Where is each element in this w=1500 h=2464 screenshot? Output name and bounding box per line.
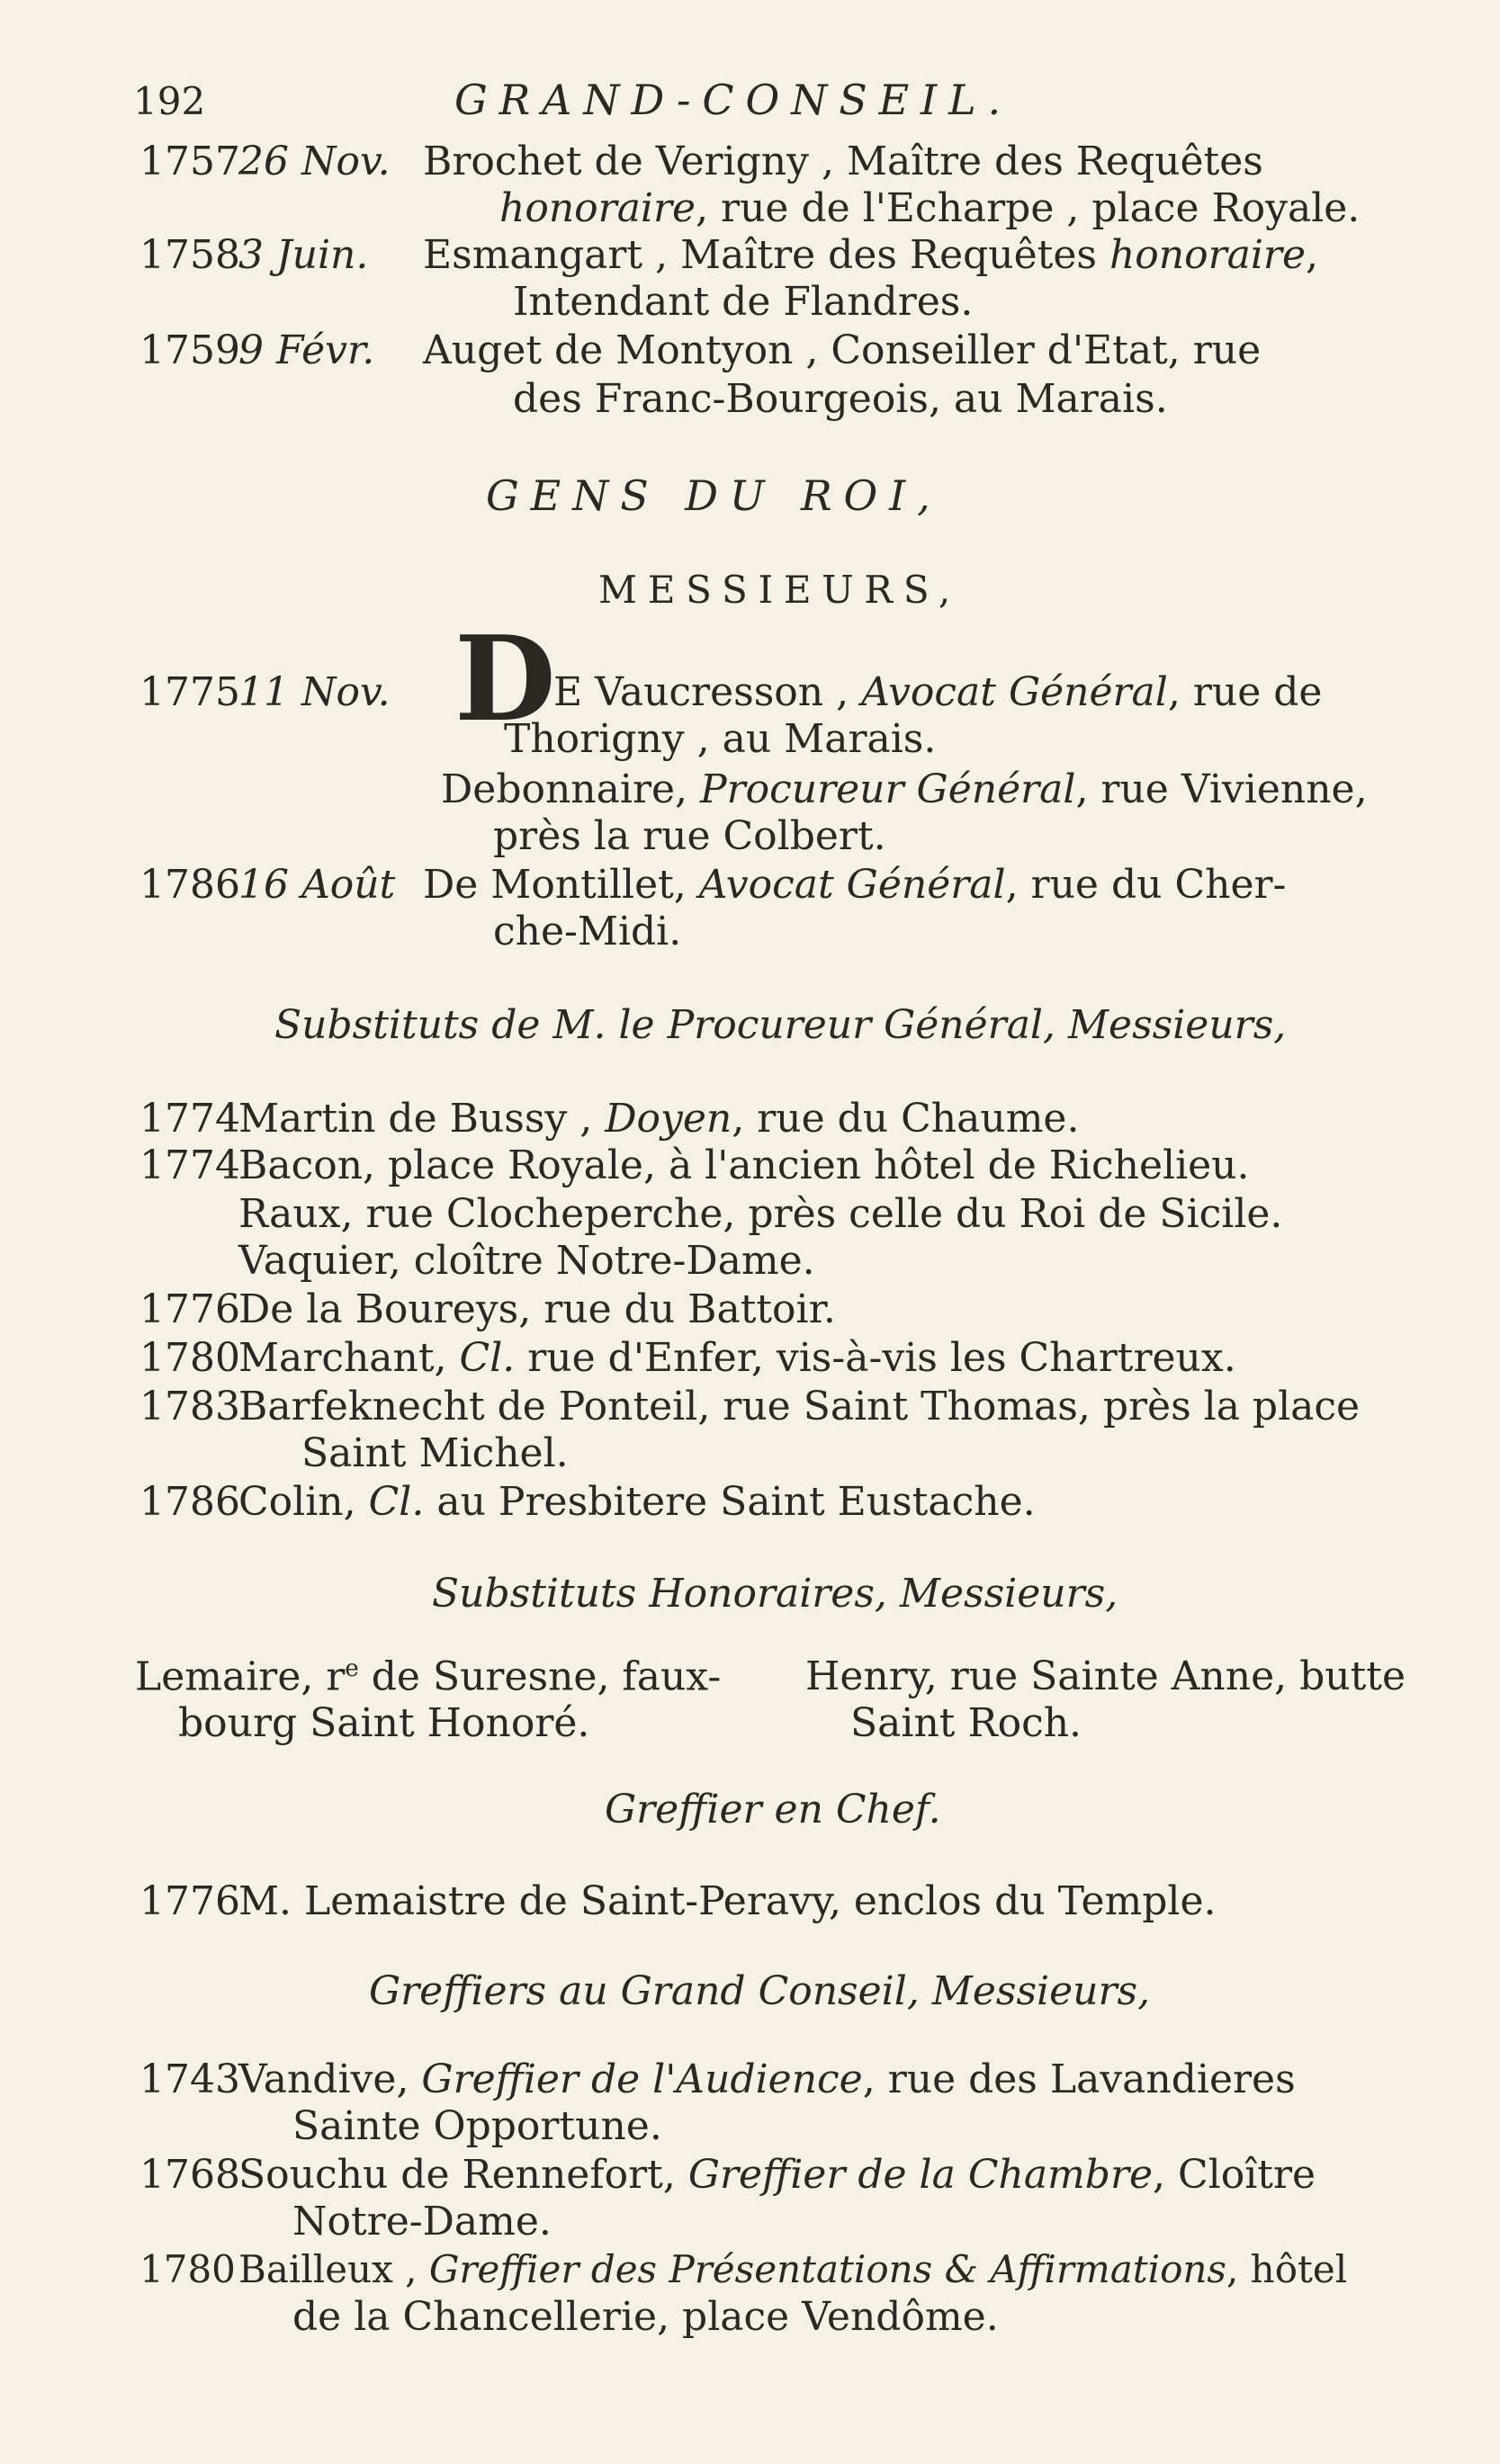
entry-1757-cont: honoraire, rue de l'Echarpe , place Royale. xyxy=(499,185,1361,231)
substitut-row: 1774Martin de Bussy , Doyen, rue du Chaume. xyxy=(139,1096,1080,1142)
substitut-row: Vaquier, cloître Notre-Dame. xyxy=(238,1238,815,1284)
greffier-row: 1768Souchu de Rennefort, Greffier de la Chambre, Cloître xyxy=(139,2152,1316,2198)
section-title-gens-du-roi: GENS DU ROI, xyxy=(486,471,942,520)
greffier-row-cont: Notre-Dame. xyxy=(292,2199,552,2244)
entry-1775-cont: Thorigny , au Marais. xyxy=(504,716,937,762)
drop-cap-letter: D xyxy=(454,610,556,748)
substitut-row: Raux, rue Clocheperche, près celle du Roi de Sicile. xyxy=(238,1191,1283,1237)
substitut-row: Saint Michel. xyxy=(301,1430,569,1476)
entry-1775-text: E Vaucresson , Avocat Général, rue de xyxy=(553,669,1323,715)
entry-1759-cont: des Franc-Bourgeois, au Marais. xyxy=(513,376,1168,422)
section-title-substituts: Substituts de M. le Procureur Général, Messieurs, xyxy=(274,1002,1287,1048)
entry-1759: 17599 Févr. Auget de Montyon , Conseiller d'Etat, rue xyxy=(139,327,1262,373)
greffier-row-cont: de la Chancellerie, place Vendôme. xyxy=(292,2294,999,2340)
honoraire-lemaire-cont: bourg Saint Honoré. xyxy=(178,1700,590,1746)
entry-debonnaire: Debonnaire, Procureur Général, rue Vivienne, xyxy=(441,766,1368,812)
entry-debonnaire-cont: près la rue Colbert. xyxy=(493,813,886,859)
honoraire-henry: Henry, rue Sainte Anne, butte xyxy=(805,1653,1406,1699)
greffier-row: 1780Bailleux , Greffier des Présentations & Affirmations, hôtel xyxy=(139,2247,1348,2291)
entry-1758-cont: Intendant de Flandres. xyxy=(513,279,974,325)
section-title-greffier-chef: Greffier en Chef. xyxy=(605,1787,941,1832)
entry-1758: 17583 Juin. Esmangart , Maître des Requêtes honoraire, xyxy=(139,232,1319,278)
substitut-row: 1786Colin, Cl. au Presbitere Saint Eustache. xyxy=(139,1479,1036,1525)
greffier-row: 1743Vandive, Greffier de l'Audience, rue des Lavandieres xyxy=(139,2056,1296,2102)
greffier-row-cont: Sainte Opportune. xyxy=(292,2103,662,2149)
substitut-row: 1783Barfeknecht de Ponteil, rue Saint Thomas, près la place xyxy=(139,1384,1361,1429)
section-title-greffiers: Greffiers au Grand Conseil, Messieurs, xyxy=(369,1968,1151,2014)
entry-1786-cont: che-Midi. xyxy=(493,909,682,954)
greffier-chef-entry: 1776M. Lemaistre de Saint-Peravy, enclos du Temple. xyxy=(139,1878,1217,1924)
substitut-row: 1776De la Boureys, rue du Battoir. xyxy=(139,1286,836,1332)
entry-1786: 178616 Août De Montillet, Avocat Général, rue du Cher- xyxy=(139,862,1287,908)
honoraire-lemaire: Lemaire, $r^e$ de Suresne, faux- xyxy=(135,1653,722,1700)
section-title-honoraires: Substituts Honoraires, Messieurs, xyxy=(432,1571,1118,1617)
entry-1757: 175726 Nov. Brochet de Verigny , Maître des Requêtes xyxy=(139,139,1263,184)
honoraire-henry-cont: Saint Roch. xyxy=(850,1700,1082,1746)
running-title: GRAND-CONSEIL. xyxy=(454,76,1013,124)
page-number: 192 xyxy=(133,79,206,123)
section-subtitle-messieurs: MESSIEURS, xyxy=(598,568,961,612)
substitut-row: 1774Bacon, place Royale, à l'ancien hôtel de Richelieu. xyxy=(139,1142,1250,1188)
substitut-row: 1780Marchant, Cl. rue d'Enfer, vis-à-vis les Chartreux. xyxy=(139,1335,1236,1381)
entry-1775: 177511 Nov. xyxy=(139,669,391,715)
